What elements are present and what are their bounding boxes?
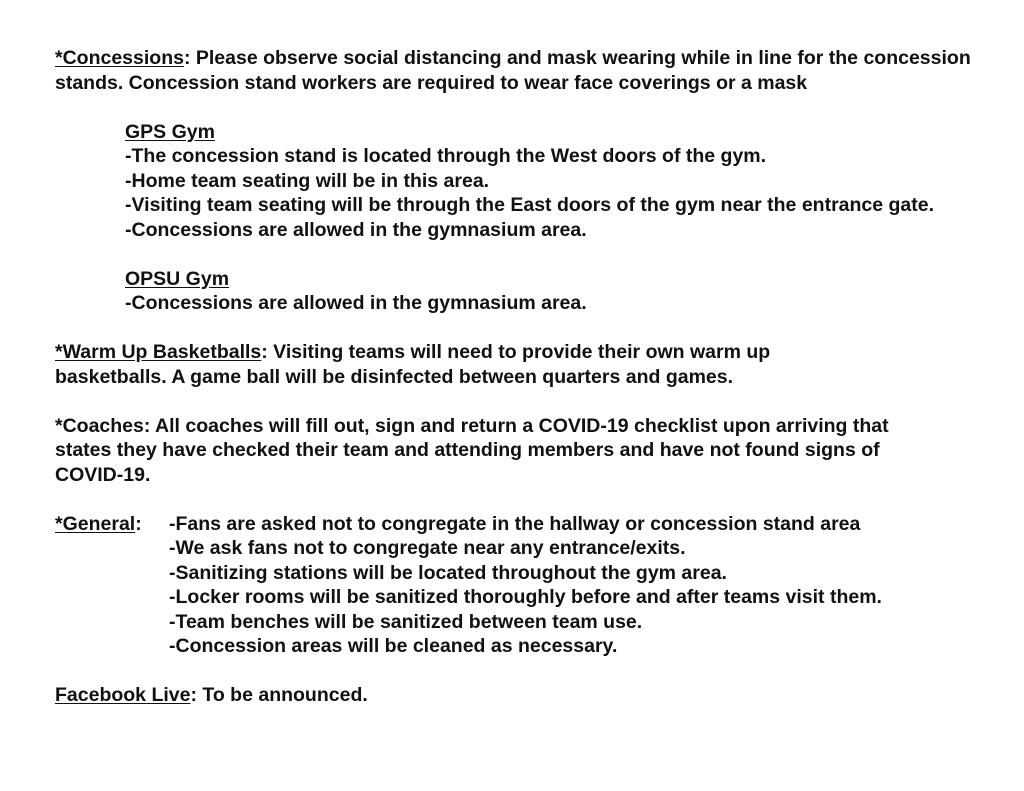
general-item: -Locker rooms will be sanitized thoroughly before and after teams visit them. [169, 586, 882, 608]
facebook-heading: Facebook Live [55, 684, 191, 706]
document-page [55, 46, 995, 708]
spacer [55, 389, 995, 414]
general-item: -We ask fans not to congregate near any entrance/exits. [169, 537, 686, 559]
warm-up-text: Visiting teams will need to provide their own warm up basketballs. A game ball will be disinfected between quarters and games. [55, 341, 771, 388]
general-items [169, 512, 995, 659]
concessions-heading: *Concessions [55, 47, 184, 69]
coaches-text: *Coaches: All coaches will fill out, sign and return a COVID-19 checklist upon arriving that states they have checked their team and attending members and have not found signs of COVID-19. [55, 414, 889, 486]
opsu-gym-line: -Concessions are allowed in the gymnasium area. [125, 292, 587, 314]
warm-up-heading: *Warm Up Basketballs [55, 341, 262, 363]
general-item: -Concession areas will be cleaned as necessary. [169, 635, 618, 657]
warm-up-colon: : [261, 341, 268, 363]
spacer [55, 659, 995, 684]
gps-gym-heading: GPS Gym [125, 120, 215, 143]
warm-up-paragraph [55, 340, 855, 389]
concessions-paragraph [55, 46, 995, 95]
concessions-colon: : [183, 47, 191, 69]
facebook-text: To be announced. [196, 684, 368, 706]
gps-gym-line: -The concession stand is located through the West doors of the gym. [125, 145, 767, 167]
opsu-gym-heading: OPSU Gym [125, 267, 230, 290]
general-item: -Team benches will be sanitized between team use. [169, 610, 643, 633]
general-heading: *General [55, 512, 136, 535]
concessions-text: Please observe social distancing and mask wearing while in line for the concession stands. Concession stand workers are required to wear face coverings or a mask [55, 47, 971, 94]
spacer [55, 316, 995, 341]
spacer [55, 242, 995, 267]
facebook-paragraph [55, 683, 995, 708]
gps-gym-line: -Visiting team seating will be through the East doors of the gym near the entrance gate. [125, 194, 935, 216]
coaches-paragraph [55, 414, 935, 488]
gps-gym-line: -Concessions are allowed in the gymnasium area. [125, 218, 587, 241]
general-colon: : [135, 512, 142, 535]
general-item: -Sanitizing stations will be located throughout the gym area. [169, 561, 727, 584]
general-section [55, 512, 995, 659]
opsu-gym-section [125, 267, 995, 316]
spacer [55, 95, 995, 120]
general-item: -Fans are asked not to congregate in the hallway or concession stand area [169, 512, 861, 535]
facebook-colon: : [190, 684, 197, 706]
spacer [55, 487, 995, 512]
general-label [55, 512, 142, 537]
gps-gym-section [125, 120, 995, 243]
gps-gym-line: -Home team seating will be in this area. [125, 169, 490, 192]
